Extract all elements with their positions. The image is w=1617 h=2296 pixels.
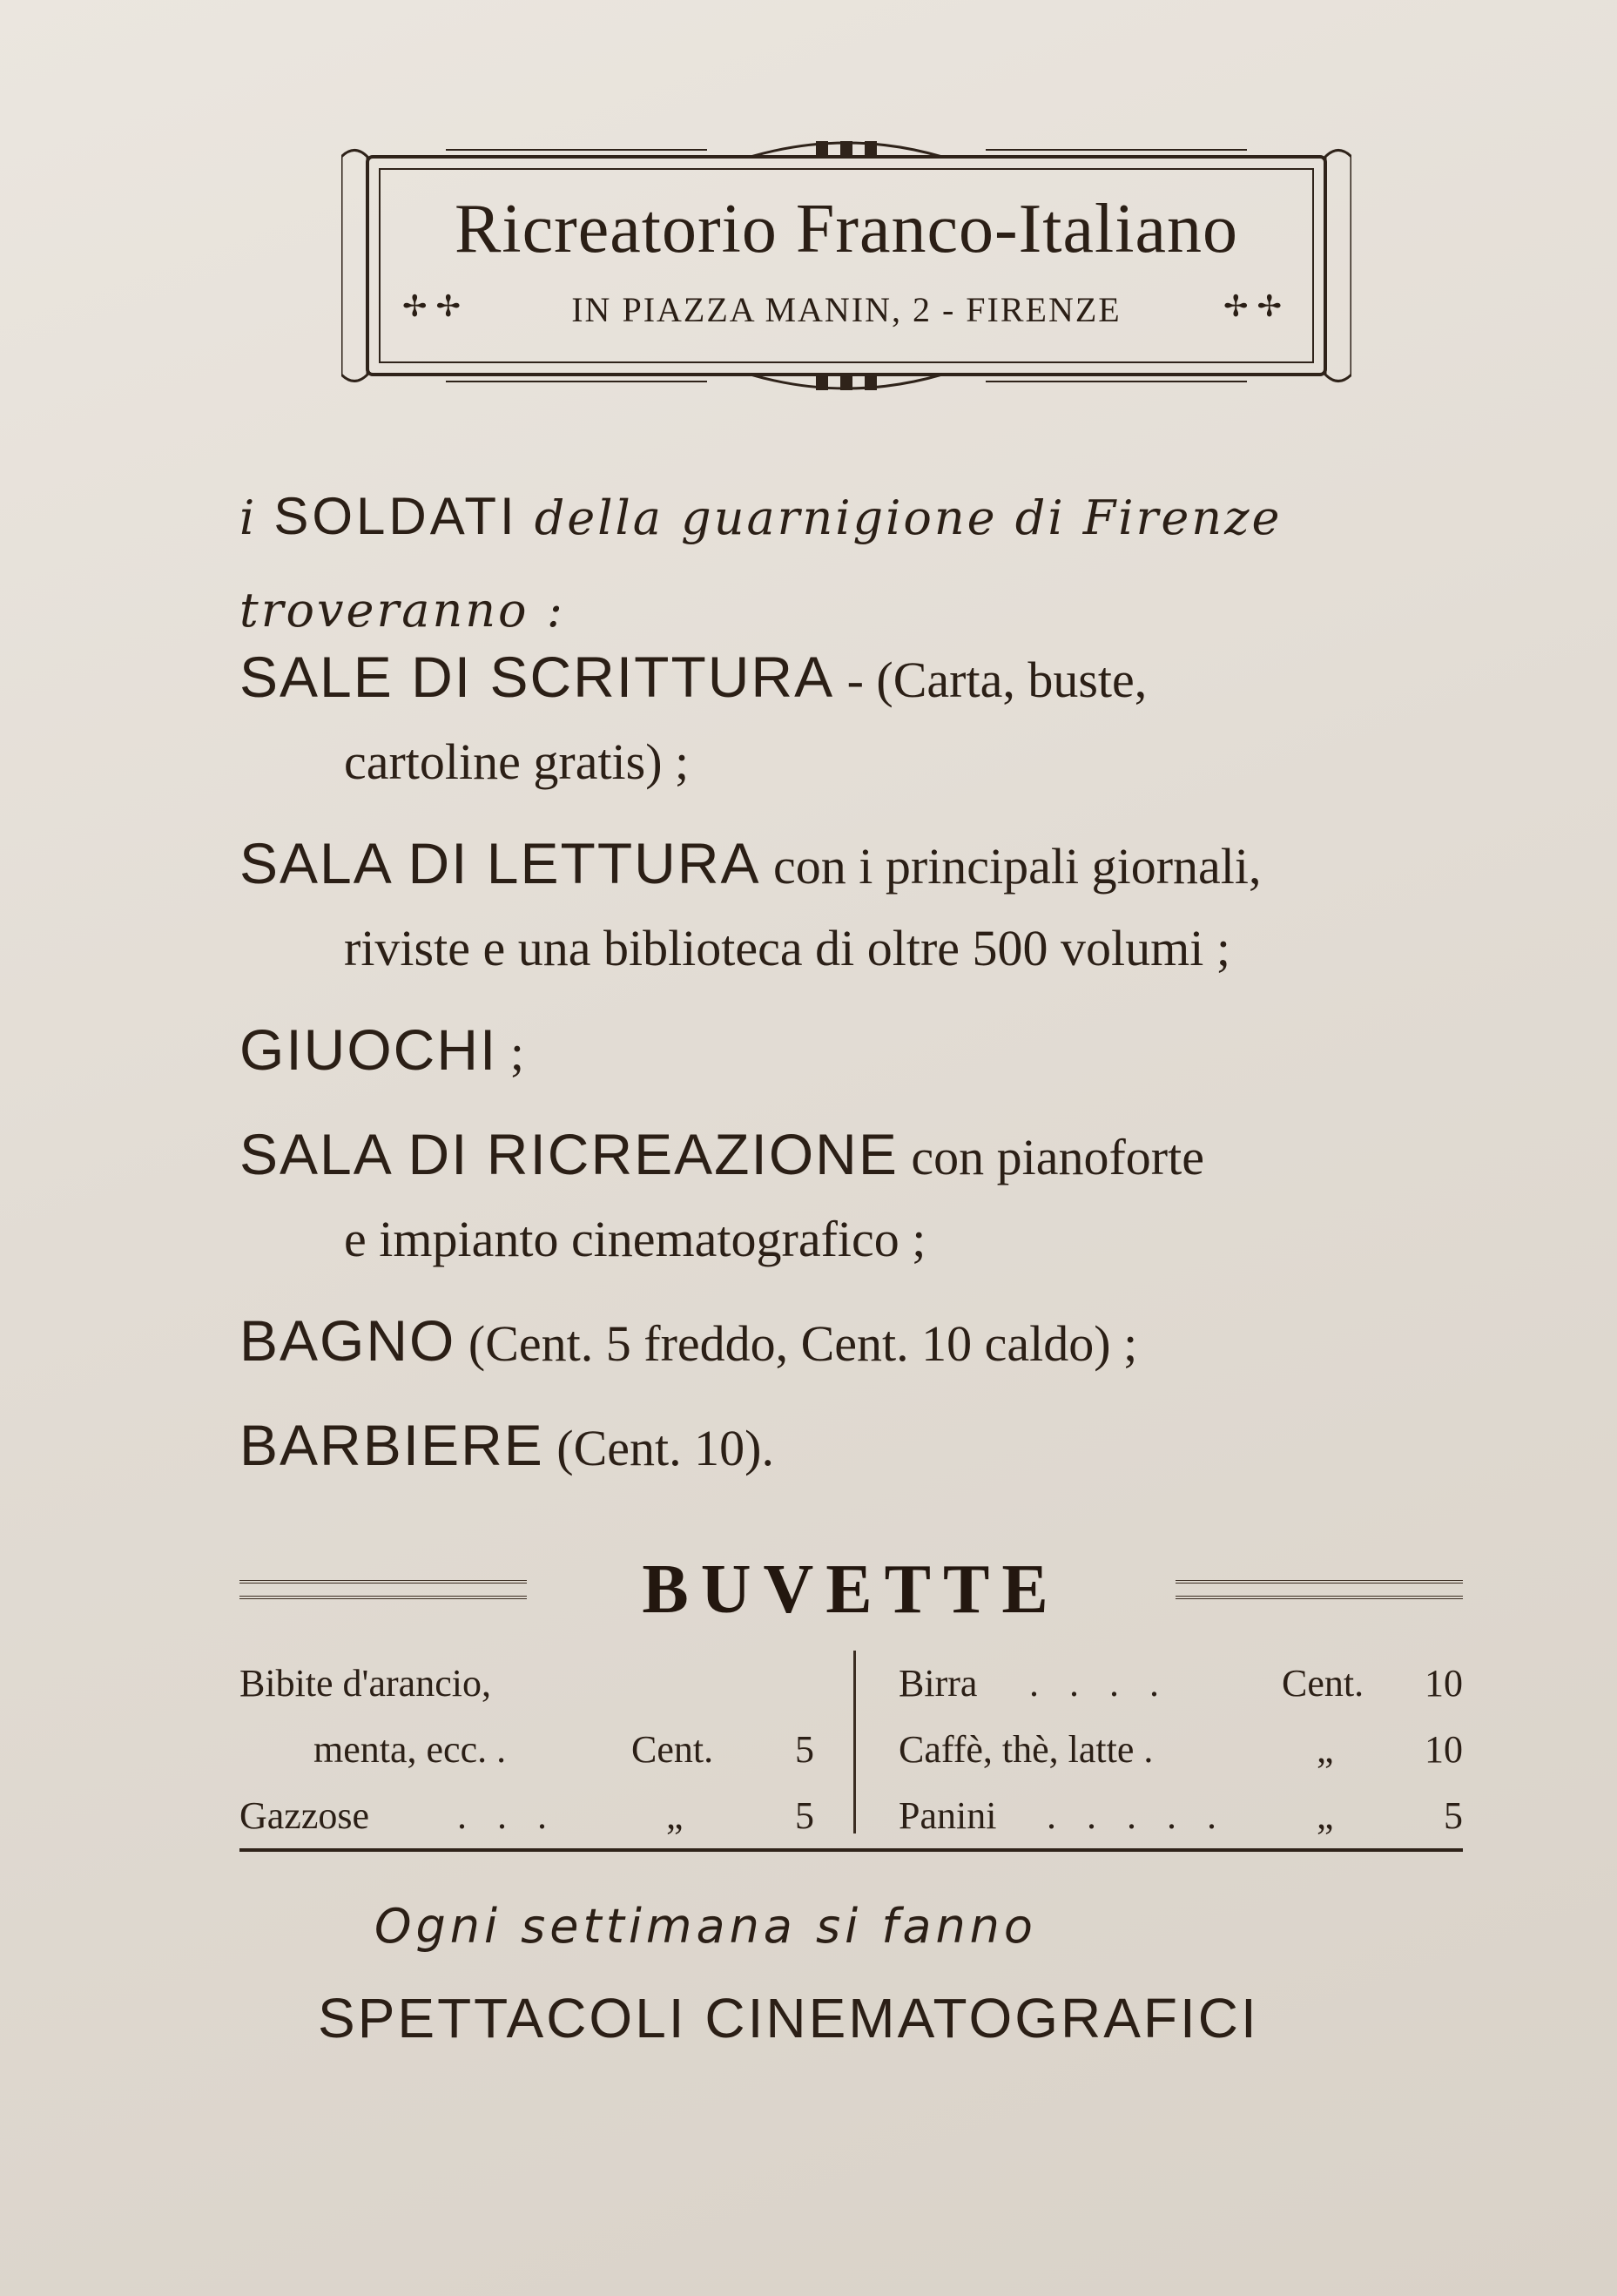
double-rule	[1176, 1580, 1463, 1599]
ornamental-border-icon	[341, 139, 1351, 401]
intro-line-2: troveranno :	[239, 583, 565, 638]
column-divider	[853, 1651, 856, 1833]
service-description: - (Carta, buste,	[834, 652, 1148, 708]
service-description: ;	[497, 1024, 524, 1081]
price-item: menta, ecc. .	[313, 1728, 507, 1771]
fleuron-icon: ✢✢	[402, 289, 469, 324]
services-list	[239, 636, 1467, 1489]
service-name: BAGNO	[239, 1308, 456, 1373]
price-item: Birra	[899, 1662, 978, 1705]
price-unit: Cent.	[631, 1728, 714, 1771]
intro-rest: della guarnigione di Firenze	[534, 490, 1283, 545]
fleuron-icon: ✢✢	[1223, 289, 1290, 324]
service-entry	[239, 1300, 1467, 1385]
service-description: e impianto cinematografico ;	[344, 1211, 926, 1267]
service-description: con pianoforte	[898, 1129, 1204, 1185]
price-value: 5	[795, 1728, 814, 1771]
price-row	[899, 1651, 1463, 1717]
price-row	[239, 1651, 814, 1717]
price-value: 10	[1425, 1728, 1463, 1771]
price-item: Caffè, thè, latte .	[899, 1728, 1154, 1771]
price-unit: Cent.	[1282, 1662, 1364, 1705]
service-name: SALA DI LETTURA	[239, 831, 761, 895]
buvette-title: BUVETTE	[642, 1551, 1061, 1628]
service-name: SALE DI SCRITTURA	[239, 645, 835, 709]
price-unit: „	[666, 1794, 684, 1837]
service-line	[239, 822, 1467, 908]
price-item: Bibite d'arancio,	[239, 1662, 491, 1705]
service-description: riviste e una biblioteca di oltre 500 volumi ;	[344, 920, 1231, 976]
intro-line-1	[239, 470, 1459, 564]
header-title: Ricreatorio Franco-Italiano	[455, 191, 1238, 267]
price-row	[899, 1783, 1463, 1849]
service-description: (Cent. 5 freddo, Cent. 10 caldo) ;	[455, 1315, 1138, 1372]
price-row	[899, 1717, 1463, 1783]
price-dots: . . . .	[1029, 1662, 1169, 1705]
service-entry	[239, 1009, 1467, 1094]
service-line	[239, 1404, 1467, 1489]
price-list	[239, 1651, 1463, 1860]
price-column-left	[239, 1651, 814, 1849]
service-name: GIUOCHI	[239, 1017, 498, 1082]
price-value: 5	[1444, 1794, 1463, 1837]
service-line	[239, 1199, 1467, 1280]
price-item: Panini	[899, 1794, 997, 1837]
header-frame	[341, 139, 1351, 401]
service-line	[239, 908, 1467, 989]
price-item: Gazzose	[239, 1794, 370, 1837]
service-entry	[239, 822, 1467, 989]
price-value: 10	[1425, 1662, 1463, 1705]
price-column-right	[899, 1651, 1463, 1849]
price-dots: . . .	[457, 1794, 557, 1837]
price-unit: „	[1317, 1728, 1334, 1771]
service-description: cartoline gratis) ;	[344, 733, 690, 790]
service-description: (Cent. 10).	[543, 1420, 774, 1476]
buvette-heading	[239, 1550, 1463, 1629]
footer-tagline: Ogni settimana si fanno	[374, 1899, 1037, 1954]
intro-soldati: SOLDATI	[273, 487, 518, 545]
price-row	[239, 1717, 814, 1783]
service-line	[239, 1300, 1467, 1385]
footer-headline: SPETTACOLI CINEMATOGRAFICI	[318, 1987, 1259, 2050]
price-value: 5	[795, 1794, 814, 1837]
bottom-rule	[239, 1848, 1463, 1852]
price-unit: „	[1317, 1794, 1334, 1837]
service-name: SALA DI RICREAZIONE	[239, 1122, 899, 1186]
service-entry	[239, 1113, 1467, 1280]
service-line	[239, 1009, 1467, 1094]
price-dots: . . . . .	[1047, 1794, 1227, 1837]
service-description: con i principali giornali,	[760, 838, 1262, 895]
price-row	[239, 1783, 814, 1849]
service-line	[239, 636, 1467, 721]
service-entry	[239, 1404, 1467, 1489]
service-line	[239, 1113, 1467, 1199]
intro-prefix: i	[239, 490, 258, 545]
intro-text	[239, 470, 1459, 657]
service-entry	[239, 636, 1467, 803]
service-name: BARBIERE	[239, 1413, 544, 1477]
header-address: IN PIAZZA MANIN, 2 - FIRENZE	[571, 290, 1122, 329]
service-line	[239, 721, 1467, 803]
